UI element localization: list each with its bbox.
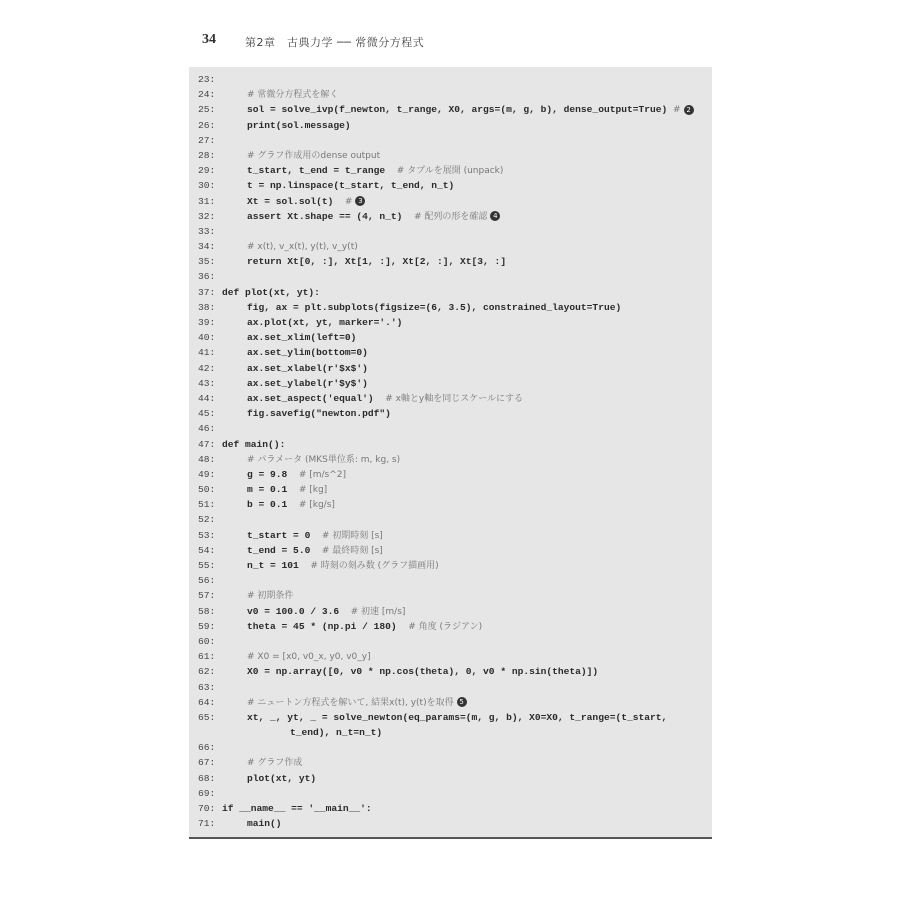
line-number: 68: — [198, 772, 216, 784]
code-line — [189, 695, 712, 710]
line-number: 69: — [198, 787, 216, 799]
code-line — [189, 816, 712, 831]
code-line — [189, 315, 712, 330]
line-number: 70: — [198, 803, 216, 814]
code-line — [189, 482, 712, 497]
code-comment: # 常微分方程式を解く — [247, 90, 339, 101]
line-number: 71: — [198, 818, 216, 830]
line-number: 55: — [198, 560, 216, 571]
code-comment: # タプルを展開 (unpack) — [396, 166, 504, 177]
code-line — [189, 421, 712, 436]
code-text: t_end), n_t=n_t) — [290, 727, 383, 739]
line-number: 58: — [198, 605, 216, 617]
line-content — [222, 801, 372, 817]
code-line — [189, 452, 712, 467]
line-number: 41: — [198, 347, 216, 359]
code-comment: # 初期条件 — [247, 591, 294, 602]
page-number: 34 — [202, 32, 216, 47]
code-line — [189, 664, 712, 679]
line-content — [247, 588, 293, 604]
code-line — [189, 801, 712, 816]
code-text: ax.set_ylabel(r'$y$') — [247, 377, 368, 389]
code-line — [189, 437, 712, 452]
code-text: m = 0.1 — [247, 484, 299, 496]
line-content — [247, 771, 316, 787]
code-line — [189, 573, 712, 588]
code-line — [189, 300, 712, 315]
line-content — [247, 209, 500, 225]
code-text: theta = 45 * (np.pi / 180) — [247, 620, 409, 632]
code-text: sol = solve_ivp(f_newton, t_range, X0, args=(m, g, b), dense_output=True) — [247, 104, 674, 116]
code-line — [189, 588, 712, 603]
callout-number-icon: 5 — [457, 697, 467, 707]
code-comment: # 初速 [m/s] — [350, 606, 406, 617]
line-content — [247, 467, 346, 483]
code-line — [189, 133, 712, 148]
line-content — [247, 649, 371, 665]
line-number: 42: — [198, 362, 216, 374]
code-line — [189, 528, 712, 543]
code-line — [189, 391, 712, 406]
line-content — [222, 437, 285, 453]
line-number: 28: — [198, 149, 216, 161]
line-content — [247, 452, 400, 468]
line-number: 33: — [198, 225, 216, 237]
line-content — [247, 345, 368, 361]
line-content — [290, 725, 382, 741]
code-lines — [189, 72, 712, 831]
code-line — [189, 512, 712, 527]
callout-number-icon: 3 — [355, 196, 365, 206]
line-content — [247, 543, 383, 559]
code-line — [189, 72, 712, 87]
code-comment: # 初期時刻 [s] — [321, 530, 383, 541]
code-comment: # [m/s^2] — [298, 469, 347, 480]
line-number: 50: — [198, 484, 216, 496]
line-content — [247, 695, 467, 711]
line-number: 61: — [198, 651, 216, 663]
line-number: 38: — [198, 301, 216, 313]
line-number: 30: — [198, 180, 216, 192]
code-text: ax.set_xlabel(r'$x$') — [247, 362, 368, 374]
line-content — [247, 330, 356, 346]
line-content — [247, 710, 667, 726]
line-number: 65: — [198, 711, 216, 723]
code-comment: # — [344, 196, 353, 207]
code-line — [189, 755, 712, 770]
code-text: Xt = sol.sol(t) — [247, 195, 345, 207]
code-line — [189, 543, 712, 558]
line-number: 32: — [198, 210, 216, 222]
code-text: fig, ax = plt.subplots(figsize=(6, 3.5), constrained_layout=True) — [247, 301, 622, 313]
line-number: 45: — [198, 408, 216, 420]
code-line — [189, 634, 712, 649]
line-number: 48: — [198, 453, 216, 465]
line-number: 27: — [198, 134, 216, 146]
line-content — [247, 361, 368, 377]
line-number: 52: — [198, 514, 216, 526]
code-line — [189, 330, 712, 345]
code-comment: # 時刻の刻み数 (グラフ描画用) — [310, 561, 439, 571]
line-content — [247, 163, 503, 179]
code-text: ax.plot(xt, yt, marker='.') — [247, 317, 403, 328]
line-number: 43: — [198, 377, 216, 389]
line-number: 37: — [198, 286, 216, 298]
code-line — [189, 163, 712, 178]
line-number: 44: — [198, 392, 216, 404]
code-text: t_start, t_end = t_range — [247, 165, 397, 177]
line-content — [247, 391, 523, 407]
code-line — [189, 497, 712, 512]
line-number: 60: — [198, 635, 216, 647]
line-number: 31: — [198, 195, 216, 207]
code-comment: # [kg] — [298, 485, 328, 496]
code-line — [189, 87, 712, 102]
line-content — [247, 406, 391, 422]
code-line — [189, 239, 712, 254]
code-line — [189, 725, 712, 740]
line-content — [247, 254, 506, 270]
line-number: 25: — [198, 104, 216, 116]
code-comment: # グラフ作成用のdense output — [247, 150, 381, 161]
line-content — [222, 285, 320, 301]
line-content — [247, 148, 380, 164]
code-line — [189, 285, 712, 300]
line-number: 40: — [198, 332, 216, 344]
code-line — [189, 269, 712, 284]
line-number: 56: — [198, 575, 216, 587]
code-comment: # 配列の形を確認 — [413, 211, 488, 222]
line-content — [247, 194, 365, 210]
line-number: 53: — [198, 529, 216, 541]
line-number: 54: — [198, 544, 216, 556]
line-content — [247, 482, 327, 498]
code-text: b = 0.1 — [247, 499, 299, 511]
code-line — [189, 558, 712, 573]
code-comment: # パラメータ (MKS単位系: m, kg, s) — [247, 454, 401, 465]
code-text: v0 = 100.0 / 3.6 — [247, 605, 351, 617]
code-comment: # [kg/s] — [298, 500, 335, 511]
line-number: 47: — [198, 438, 216, 450]
code-line — [189, 194, 712, 209]
code-line — [189, 604, 712, 619]
code-text: xt, _, yt, _ = solve_newton(eq_params=(m, g, b), X0=X0, t_range=(t_start, — [247, 711, 668, 723]
line-number: 67: — [198, 757, 216, 769]
line-number: 62: — [198, 666, 216, 678]
line-content — [247, 528, 383, 544]
code-comment: # 最終時刻 [s] — [321, 545, 383, 556]
line-content — [247, 239, 358, 255]
code-line — [189, 209, 712, 224]
code-line — [189, 680, 712, 695]
line-number: 66: — [198, 742, 216, 754]
line-content — [247, 755, 302, 771]
line-number: 35: — [198, 256, 216, 268]
code-text: t_end = 5.0 — [247, 544, 322, 556]
callout-number-icon: 2 — [684, 105, 694, 115]
code-line — [189, 178, 712, 193]
line-number: 49: — [198, 468, 216, 480]
code-comment: # 角度 (ラジアン) — [408, 621, 483, 632]
line-number: 63: — [198, 681, 216, 693]
code-line — [189, 118, 712, 133]
code-text: return Xt[0, :], Xt[1, :], Xt[2, :], Xt[3, :] — [247, 256, 507, 268]
line-number: 26: — [198, 119, 216, 131]
line-content — [247, 118, 351, 134]
code-text: print(sol.message) — [247, 119, 351, 131]
line-number: 51: — [198, 499, 216, 511]
line-content — [247, 87, 338, 103]
line-content — [247, 315, 402, 331]
code-line — [189, 148, 712, 163]
line-number: 59: — [198, 620, 216, 632]
line-number: 64: — [198, 696, 216, 708]
code-line — [189, 740, 712, 755]
line-content — [247, 619, 482, 635]
code-comment: # ニュートン方程式を解いて, 結果x(t), y(t)を取得 — [247, 697, 454, 708]
line-number: 29: — [198, 165, 216, 177]
line-number: 24: — [198, 89, 216, 101]
code-listing — [189, 67, 712, 839]
code-line — [189, 361, 712, 376]
code-text: fig.savefig("newton.pdf") — [247, 408, 391, 420]
line-content — [247, 558, 439, 574]
code-line — [189, 649, 712, 664]
code-text: t_start = 0 — [247, 529, 322, 541]
code-text: plot(xt, yt) — [247, 772, 317, 784]
line-content — [247, 604, 405, 620]
code-line — [189, 102, 712, 117]
code-text: X0 = np.array([0, v0 * np.cos(theta), 0, v0 * np.sin(theta)]) — [247, 666, 599, 678]
code-line — [189, 376, 712, 391]
code-line — [189, 786, 712, 801]
code-text: def main(): — [222, 438, 286, 450]
line-content — [247, 497, 335, 513]
line-content — [247, 376, 368, 392]
line-number: 39: — [198, 317, 216, 328]
code-text: def plot(xt, yt): — [222, 286, 320, 298]
code-line — [189, 710, 712, 725]
code-line — [189, 224, 712, 239]
code-text: t = np.linspace(t_start, t_end, n_t) — [247, 180, 455, 192]
code-line — [189, 467, 712, 482]
line-number: 23: — [198, 74, 216, 85]
line-number: 46: — [198, 423, 216, 435]
code-text: n_t = 101 — [247, 560, 311, 571]
code-comment: # グラフ作成 — [247, 758, 303, 769]
chapter-title: 第2章 古典力学 ── 常微分方程式 — [245, 36, 425, 49]
code-text: main() — [247, 818, 282, 830]
code-comment: # x軸とy軸を同じスケールにする — [385, 393, 524, 404]
callout-number-icon: 4 — [490, 211, 500, 221]
code-line — [189, 406, 712, 421]
code-text: if __name__ == '__main__': — [222, 803, 372, 814]
code-line — [189, 619, 712, 634]
line-number: 36: — [198, 271, 216, 283]
code-comment: # X0 = [x0, v0_x, y0, v0_y] — [247, 652, 371, 663]
code-line — [189, 771, 712, 786]
line-number: 34: — [198, 241, 216, 253]
code-line — [189, 254, 712, 269]
line-content — [247, 102, 694, 118]
line-content — [247, 664, 598, 680]
code-text: ax.set_ylim(bottom=0) — [247, 347, 368, 359]
code-text: ax.set_xlim(left=0) — [247, 332, 357, 344]
line-number: 57: — [198, 590, 216, 602]
code-text: g = 9.8 — [247, 468, 299, 480]
code-comment: # — [673, 105, 681, 116]
code-comment: # x(t), v_x(t), y(t), v_y(t) — [247, 242, 358, 253]
line-content — [247, 300, 621, 316]
line-content — [247, 816, 282, 832]
code-text: assert Xt.shape == (4, n_t) — [247, 210, 414, 222]
code-text: ax.set_aspect('equal') — [247, 392, 386, 404]
code-line — [189, 345, 712, 360]
line-content — [247, 178, 454, 194]
